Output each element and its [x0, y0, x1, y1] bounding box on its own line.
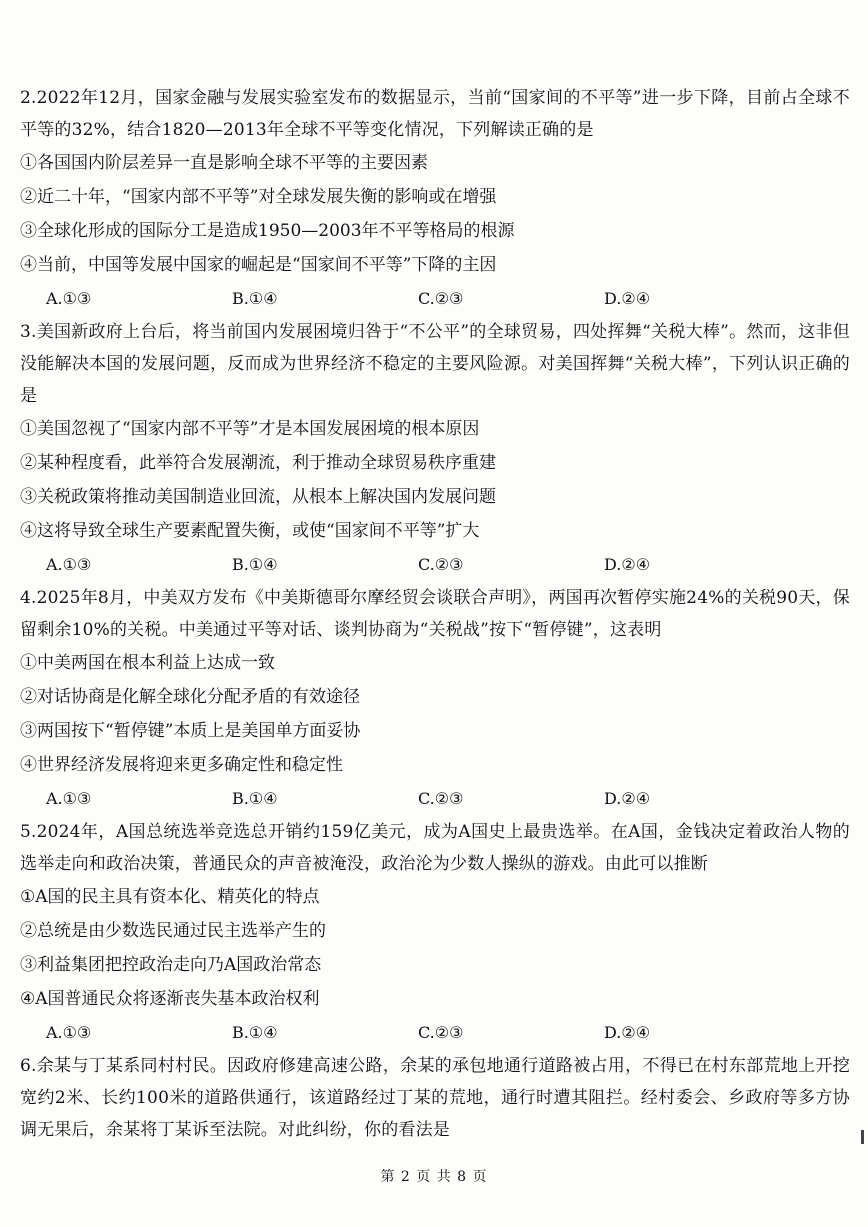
statement-3: ③全球化形成的国际分工是造成1950—2003年不平等格局的根源 — [20, 221, 515, 241]
option-c: C.②③ — [418, 1023, 464, 1042]
statement-3: ③利益集团把控政治走向乃A国政治常态 — [20, 955, 322, 975]
statement-3: ③两国按下“暂停键”本质上是美国单方面妥协 — [20, 721, 361, 741]
statement-4: ④世界经济发展将迎来更多确定性和稳定性 — [20, 755, 343, 775]
statement-2: ②总统是由少数选民通过民主选举产生的 — [20, 921, 326, 941]
question-stem: 4.2025年8月，中美双方发布《中美斯德哥尔摩经贸会谈联合声明》，两国再次暂停实施24%的关税90天，保留剩余10%的关税。中美通过平等对话、谈判协商为“关税战”按下“暂停键”，这表明 — [20, 588, 850, 640]
option-d: D.②④ — [604, 289, 651, 308]
scan-edge-mark — [861, 1130, 864, 1144]
option-c: C.②③ — [418, 555, 464, 574]
option-d: D.②④ — [604, 555, 651, 574]
statement-1: ①A国的民主具有资本化、精英化的特点 — [20, 887, 320, 907]
statement-2: ②对话协商是化解全球化分配矛盾的有效途径 — [20, 687, 360, 707]
option-d: D.②④ — [604, 1023, 651, 1042]
option-b: B.①④ — [232, 289, 278, 308]
statement-3: ③关税政策将推动美国制造业回流，从根本上解决国内发展问题 — [20, 487, 496, 507]
statement-1: ①各国国内阶层差异一直是影响全球不平等的主要因素 — [20, 153, 428, 173]
question-stem: 5.2024年，A国总统选举竞选总开销约159亿美元，成为A国史上最贵选举。在A国，金钱决定着政治人物的选举走向和政治决策，普通民众的声音被淹没，政治沦为少数人操纵的游戏。由此可以推断 — [20, 822, 850, 874]
question-3 — [20, 316, 850, 582]
option-b: B.①④ — [232, 789, 278, 808]
answer-options — [20, 282, 850, 316]
page-footer: 第 2 页 共 8 页 — [380, 1169, 488, 1185]
statement-4: ④当前，中国等发展中国家的崛起是“国家间不平等”下降的主因 — [20, 255, 497, 275]
question-4 — [20, 582, 850, 816]
option-b: B.①④ — [232, 1023, 278, 1042]
option-a: A.①③ — [46, 555, 92, 574]
statement-4: ④这将导致全球生产要素配置失衡，或使“国家间不平等”扩大 — [20, 521, 480, 541]
answer-options — [20, 782, 850, 816]
option-a: A.①③ — [46, 789, 92, 808]
option-a: A.①③ — [46, 289, 92, 308]
statement-1: ①美国忽视了“国家内部不平等”才是本国发展困境的根本原因 — [20, 419, 480, 439]
question-stem: 2.2022年12月，国家金融与发展实验室发布的数据显示，当前“国家间的不平等”进一步下降，目前占全球不平等的32%，结合1820—2013年全球不平等变化情况，下列解读正确的是 — [20, 88, 850, 140]
question-5 — [20, 816, 850, 1050]
question-stem: 6.余某与丁某系同村村民。因政府修建高速公路，余某的承包地通行道路被占用，不得已在村东部荒地上开挖宽约2米、长约100米的道路供通行，该道路经过丁某的荒地，通行时遭其阻拦。经村委会、乡政府等多方协调无果后，余某将丁某诉至法院。对此纠纷，你的看法是 — [20, 1056, 850, 1140]
statement-4: ④A国普通民众将逐渐丧失基本政治权利 — [20, 989, 320, 1009]
option-a: A.①③ — [46, 1023, 92, 1042]
question-6 — [20, 1050, 850, 1146]
option-c: C.②③ — [418, 289, 464, 308]
statement-2: ②近二十年，“国家内部不平等”对全球发展失衡的影响或在增强 — [20, 187, 497, 207]
question-list — [20, 82, 850, 1146]
option-c: C.②③ — [418, 789, 464, 808]
question-2 — [20, 82, 850, 316]
statement-1: ①中美两国在根本利益上达成一致 — [20, 653, 275, 673]
option-d: D.②④ — [604, 789, 651, 808]
answer-options — [20, 548, 850, 582]
option-b: B.①④ — [232, 555, 278, 574]
question-stem: 3.美国新政府上台后，将当前国内发展困境归咎于“不公平”的全球贸易，四处挥舞“关税大棒”。然而，这非但没能解决本国的发展问题，反而成为世界经济不稳定的主要风险源。对美国挥舞“关税大棒”，下列认识正确的是 — [20, 322, 850, 406]
statement-2: ②某种程度看，此举符合发展潮流，利于推动全球贸易秩序重建 — [20, 453, 496, 473]
answer-options — [20, 1016, 850, 1050]
